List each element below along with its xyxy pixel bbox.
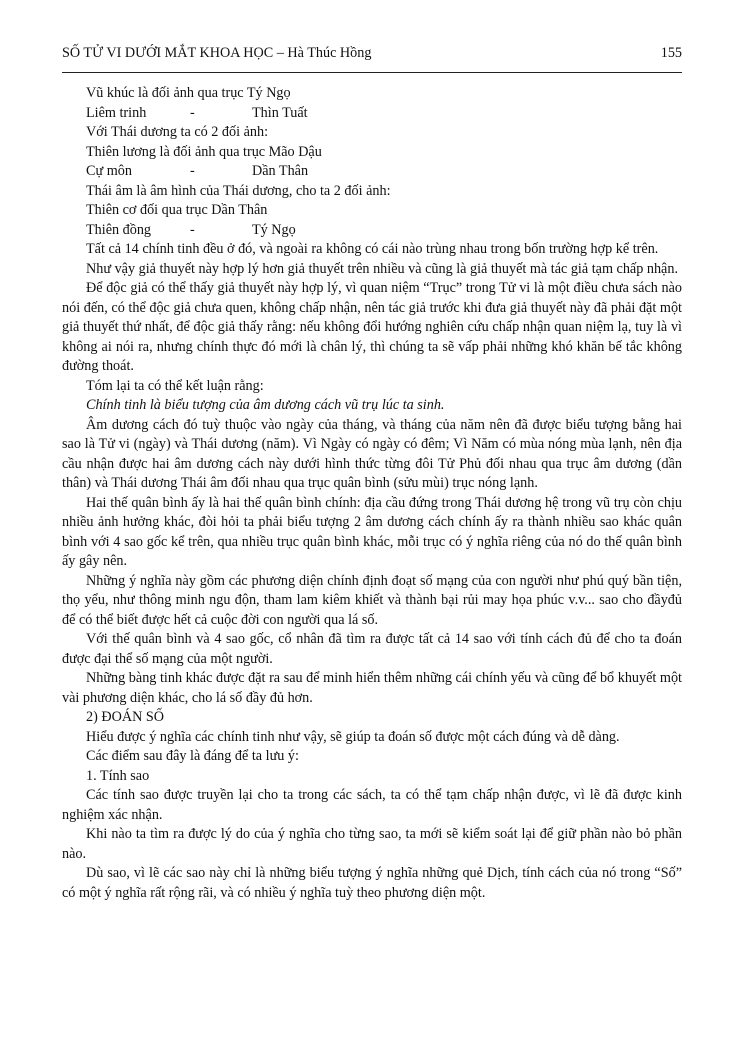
paragraph: Để độc giả có thể thấy giả thuyết này hợp lý, vì quan niệm “Trục” trong Tử vi là một điều chưa sách nào nói đến, có thể độc giả chưa quen, không chấp nhận, nên tác giả trước khi đưa giả thuyết này đã phải đặt một giả thuyết thứ nhất, để độc giả thấy rằng: nếu không đổi hướng nghiên cứu chấp nhận quan niệm lạ, tuy là vì không ai nói ra, nhưng chính thực đó mới là chân lý, thì chúng ta sẽ vấp phải những khó khăn bế tắc không đường thoát. xyxy=(62,280,682,374)
section-heading: 2) ĐOÁN SỐ xyxy=(86,709,165,725)
paragraph: Dù sao, vì lẽ các sao này chỉ là những biểu tượng ý nghĩa những quẻ Dịch, tính cách của nó trong “Số” có một ý nghĩa rất rộng rãi, và có nhiều ý nghĩa tuỳ theo phương diện một. xyxy=(62,865,682,901)
paragraph: Các tính sao được truyền lại cho ta trong các sách, ta có thể tạm chấp nhận được, vì lẽ đã được kinh nghiệm xác nhận. xyxy=(62,787,682,823)
pair-dash: - xyxy=(190,163,195,179)
paragraph: Âm dương cách đó tuỳ thuộc vào ngày của tháng, và tháng của năm nên đã được biểu tượng bằng hai sao là Tử vi (ngày) và Thái dương (năm). Vì Ngày có ngày có đêm; Vì Năm có mùa nóng mùa lạnh, nên địa cầu nhận được hai âm dương cách này dưới hình thức từng đôi Tử Phủ đối nhau qua trục âm dương (dần thân) và Thái dương Thái âm đối nhau qua trục quân bình (sửu mùi) trục nóng lạnh. xyxy=(62,416,682,491)
line-liem-trinh xyxy=(62,104,682,124)
pair-axis: Thìn Tuất xyxy=(252,104,308,121)
line-cu-mon xyxy=(62,162,682,182)
pair-star: Liêm trinh xyxy=(86,104,147,121)
paragraph-italic: Chính tinh là biểu tượng của âm dương cách vũ trụ lúc ta sinh. xyxy=(86,397,445,413)
paragraph: Những bàng tinh khác được đặt ra sau để minh hiển thêm những cái chính yếu và cũng để bổ khuyết một vài phương diện khác, cho lá số đầy đủ hơn. xyxy=(62,670,682,706)
pair-star: Cự môn xyxy=(86,163,132,179)
pair-axis: Dần Thân xyxy=(252,163,309,179)
paragraph: Với thế quân bình và 4 sao gốc, cổ nhân đã tìm ra được tất cả 14 sao với tính cách đủ để cho ta đoán được đại thể số mạng của một người. xyxy=(62,631,682,667)
line-thien-luong: Thiên lương là đối ảnh qua trục Mão Dậu xyxy=(86,143,322,160)
paragraph: Như vậy giả thuyết này hợp lý hơn giả thuyết trên nhiều và cũng là giả thuyết mà tác giả tạm chấp nhận. xyxy=(86,260,678,277)
line-thai-duong: Với Thái dương ta có 2 đối ảnh: xyxy=(86,124,269,140)
line-thai-am: Thái âm là âm hình của Thái dương, cho ta 2 đối ảnh: xyxy=(86,182,391,199)
page-number: 155 xyxy=(660,45,682,61)
header-title: SỐ TỬ VI DƯỚI MẮT KHOA HỌC – Hà Thúc Hồng xyxy=(62,45,372,61)
line-thien-co: Thiên cơ đối qua trục Dần Thân xyxy=(86,202,268,218)
paragraph: Khi nào ta tìm ra được lý do của ý nghĩa cho từng sao, ta mới sẽ kiểm soát lại để giữ phần nào bỏ phần nào. xyxy=(62,826,682,862)
paragraph: Tất cả 14 chính tinh đều ở đó, và ngoài ra không có cái nào trùng nhau trong bốn trường hợp kể trên. xyxy=(86,241,659,257)
paragraph: Hiểu được ý nghĩa các chính tinh như vậy, sẽ giúp ta đoán số được một cách đúng và dễ dàng. xyxy=(86,728,620,745)
header-rule xyxy=(62,72,682,73)
pair-star: Thiên đồng xyxy=(86,221,152,238)
body-text xyxy=(62,84,682,903)
line-vu-khuc: Vũ khúc là đối ảnh qua trục Tý Ngọ xyxy=(86,85,291,101)
paragraph: Tóm lại ta có thể kết luận rằng: xyxy=(86,377,264,394)
subsection-heading: 1. Tính sao xyxy=(86,767,150,784)
pair-axis: Tý Ngọ xyxy=(252,221,296,238)
pair-dash: - xyxy=(190,104,195,121)
pair-dash: - xyxy=(190,221,195,238)
paragraph: Hai thế quân bình ấy là hai thế quân bình chính: địa cầu đứng trong Thái dương hệ trong vũ trụ còn chịu nhiều ảnh hưởng khác, đòi hỏi ta phải biểu tượng 2 âm dương cách chính ấy ra thành nhiều sao khác quân bình với 4 sao gốc kể trên, qua nhiều trục quân bình khác, mỗi trục có ý nghĩa riêng của nó do thế quân bình ấy gây nên. xyxy=(62,494,682,569)
paragraph: Những ý nghĩa này gồm các phương diện chính định đoạt số mạng của con người như phú quý bần tiện, thọ yểu, như thông minh ngu độn, tham lam kiêm khiết và thành bại rủi may họa phúc v.v... sao cho đầyđủ để có thể biết được hết cả cuộc đời con người qua lá số. xyxy=(62,572,682,628)
paragraph: Các điểm sau đây là đáng để ta lưu ý: xyxy=(86,748,299,764)
line-thien-dong xyxy=(62,221,682,241)
